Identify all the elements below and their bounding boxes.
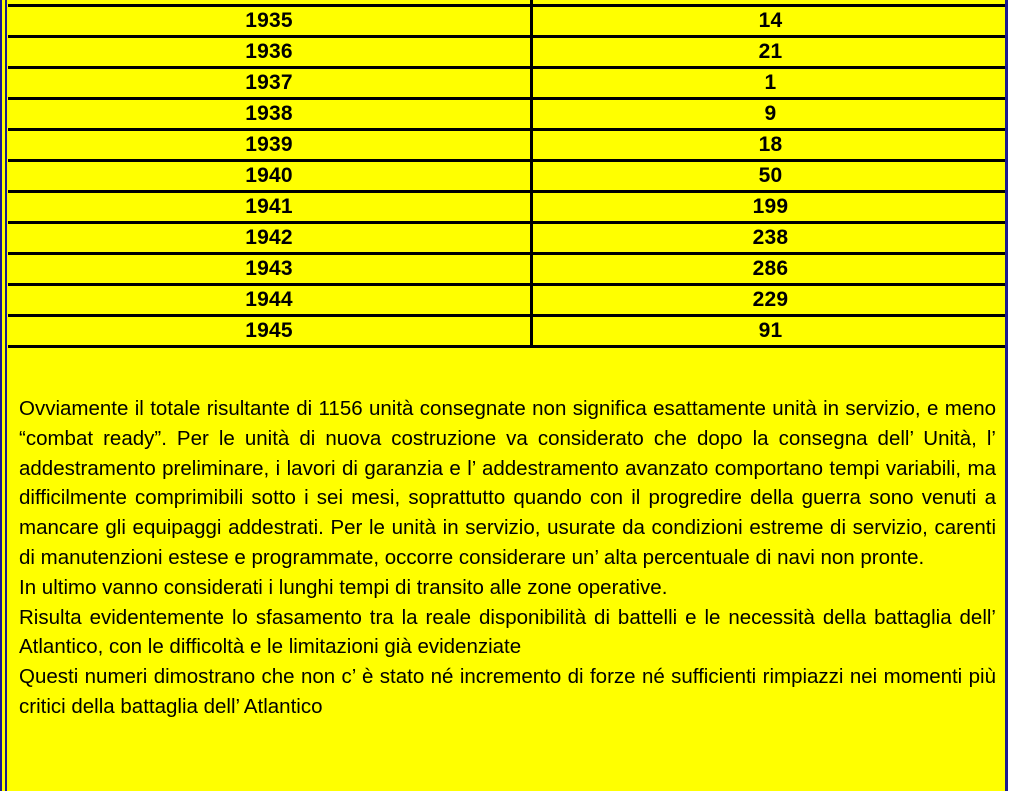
paragraph-1: Ovviamente il totale risultante di 1156 unità consegnate non significa esattamente unità in servizio, e meno “combat ready”. Per le unità di nuova costruzione va considerato che dopo la consegna dell’ Unità, l’ addestramento preliminare, i lavori di garanzia e l’ addestramento avanzato comportano tempi variabili, ma difficilmente comprimibili sotto i sei mesi, soprattutto quando con il progredire della guerra sono venuti a mancare gli equipaggi addestrati. Per le unità in servizio, usurate da condizioni estreme di servizio, carenti di manutenzioni estese e programmate, occorre considerare un’ alta percentuale di navi non pronte. bbox=[19, 397, 996, 569]
table-row bbox=[8, 285, 1008, 316]
cell-year: 1940 bbox=[8, 161, 532, 192]
cell-count: 9 bbox=[532, 99, 1009, 130]
cell-count: 18 bbox=[532, 130, 1009, 161]
table-row bbox=[8, 130, 1008, 161]
table-container bbox=[8, 0, 1008, 348]
table-row bbox=[8, 161, 1008, 192]
table-row bbox=[8, 6, 1008, 37]
cell-year: 1945 bbox=[8, 316, 532, 347]
cell-count: 238 bbox=[532, 223, 1009, 254]
cell-count: 286 bbox=[532, 254, 1009, 285]
commentary-text-block bbox=[8, 376, 1006, 722]
cell-year: 1944 bbox=[8, 285, 532, 316]
cell-year: 1939 bbox=[8, 130, 532, 161]
table-row bbox=[8, 37, 1008, 68]
cell-year: 1941 bbox=[8, 192, 532, 223]
cell-count: 91 bbox=[532, 316, 1009, 347]
paragraph-4: Questi numeri dimostrano che non c’ è stato né incremento di forze né sufficienti rimpiazzi nei momenti più critici della battaglia dell’ Atlantico bbox=[19, 665, 996, 718]
paragraph-3: Risulta evidentemente lo sfasamento tra la reale disponibilità di battelli e le necessità della battaglia dell’ Atlantico, con le difficoltà e le limitazioni già evidenziate bbox=[19, 605, 996, 659]
cell-year: 1935 bbox=[8, 6, 532, 37]
deliveries-by-year-table bbox=[8, 0, 1008, 348]
cell-year: 1937 bbox=[8, 68, 532, 99]
cell-year: 1936 bbox=[8, 37, 532, 68]
table-body bbox=[8, 0, 1008, 347]
table-row bbox=[8, 68, 1008, 99]
cell-year: 1942 bbox=[8, 223, 532, 254]
table-row bbox=[8, 99, 1008, 130]
cell-count: 21 bbox=[532, 37, 1009, 68]
cell-count: 1 bbox=[532, 68, 1009, 99]
cell-count: 50 bbox=[532, 161, 1009, 192]
paragraph-2: In ultimo vanno considerati i lunghi tempi di transito alle zone operative. bbox=[19, 575, 668, 599]
cell-count: 229 bbox=[532, 285, 1009, 316]
table-row bbox=[8, 316, 1008, 347]
cell-count: 14 bbox=[532, 6, 1009, 37]
table-row bbox=[8, 223, 1008, 254]
cell-year: 1938 bbox=[8, 99, 532, 130]
table-row bbox=[8, 192, 1008, 223]
table-row bbox=[8, 254, 1008, 285]
cell-count: 199 bbox=[532, 192, 1009, 223]
cell-year: 1943 bbox=[8, 254, 532, 285]
